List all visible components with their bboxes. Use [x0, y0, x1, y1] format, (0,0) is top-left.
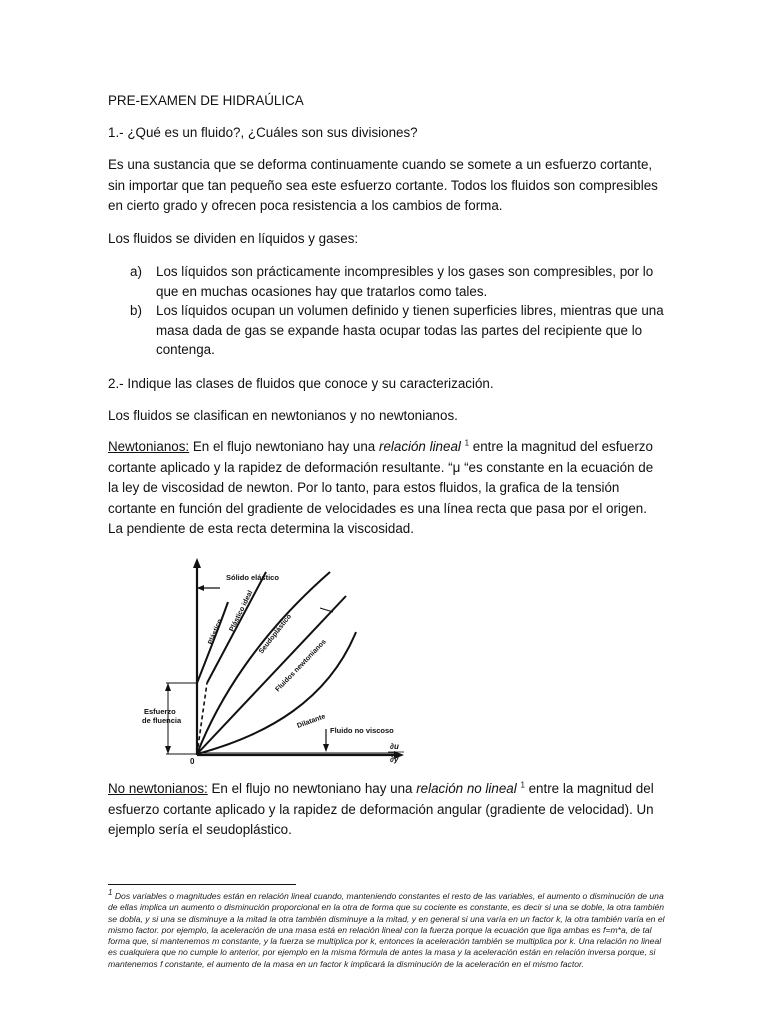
- newtonian-emphasis: relación lineal: [378, 439, 461, 454]
- newtonian-text-post: entre la magnitud del esfuerzo cortante aplicado y la rapidez de deformación resultante. “μ “es constante en la ecuación de la ley de viscosidad de newton. Por lo tanto, para estos fluidos, la grafica de la tensión cortante en función del gradiente de velocidades es una línea recta que pasa por el origen. La pendiente de esta recta determina la viscosidad.: [108, 439, 654, 536]
- label-plastic: Plástico: [207, 618, 224, 646]
- label-ideal-plastic: Plástico ideal: [228, 589, 255, 633]
- footnote-number: 1: [108, 888, 113, 898]
- rheology-diagram: [108, 550, 418, 768]
- newtonian-label: Newtonianos:: [108, 439, 190, 454]
- footnote-ref[interactable]: 1: [464, 438, 470, 448]
- non-newtonian-emphasis: relación no lineal: [416, 781, 517, 796]
- non-newtonian-label: No newtonianos:: [108, 781, 208, 796]
- answer-1-paragraph: Es una sustancia que se deforma continuamente cuando se somete a un esfuerzo cortante, sin importar que tan pequeño sea este esfuerzo cortante. Todos los fluidos son compresibles en cierto grado y ofrecen poca resistencia a los cambios de forma.: [108, 157, 658, 213]
- label-inviscid: Fluido no viscoso: [330, 726, 394, 735]
- non-newtonian-text-post: entre la magnitud del esfuerzo cortante aplicado y la rapidez de deformación angular (gradiente de velocidad). Un ejemplo sería el seudoplástico.: [108, 781, 654, 837]
- list-marker: b): [130, 303, 142, 319]
- label-yield-1: Esfuerzo: [144, 707, 176, 716]
- label-solid: Sólido elástico: [226, 573, 279, 582]
- division-list: [130, 262, 670, 360]
- inviscid-pointer-head: [323, 744, 329, 752]
- list-item-text: Los líquidos son prácticamente incompresibles y los gases son compresibles, por lo que en muchas ocasiones hay que tratarlos como tales.: [156, 264, 654, 299]
- x-label-denominator: ∂y: [390, 755, 399, 764]
- question-1: 1.- ¿Qué es un fluido?, ¿Cuáles son sus divisiones?: [108, 125, 418, 140]
- label-origin: 0: [190, 757, 195, 766]
- label-pseudoplastic: Seudoplástico: [258, 613, 294, 656]
- y-axis-arrow: [193, 558, 201, 568]
- answer-1-division-intro: Los fluidos se dividen en líquidos y gases:: [108, 231, 359, 246]
- newtonian-pointer: [320, 608, 333, 612]
- dilatant-curve: [197, 632, 356, 754]
- non-newtonian-text-pre: En el flujo no newtoniano hay una: [207, 781, 417, 796]
- answer-2-intro: Los fluidos se clasifican en newtonianos y no newtonianos.: [108, 408, 458, 423]
- footnote: [108, 888, 668, 970]
- list-item-text: Los líquidos ocupan un volumen definido y tienen superficies libres, mientras que una masa dada de gas se expande hasta ocupar todas las partes del recipiente que lo contenga.: [156, 303, 664, 358]
- label-yield-2: de fluencia: [142, 716, 182, 725]
- yield-arrow-top: [165, 683, 171, 691]
- list-item: [130, 262, 670, 301]
- non-newtonian-paragraph: [108, 779, 664, 841]
- x-label-numerator: ∂u: [390, 742, 399, 751]
- list-item: [130, 301, 670, 360]
- newtonian-text-pre: En el flujo newtoniano hay una: [189, 439, 379, 454]
- list-marker: a): [130, 264, 142, 279]
- footnote-ref[interactable]: 1: [520, 780, 525, 790]
- document-title: PRE-EXAMEN DE HIDRAÚLICA: [108, 93, 304, 108]
- question-2: 2.- Indique las clases de fluidos que conoce y su caracterización.: [108, 376, 494, 391]
- yield-arrow-bottom: [165, 746, 171, 754]
- label-dilatant: Dilatante: [296, 713, 327, 730]
- footnote-text: Dos variables o magnitudes están en relación lineal cuando, manteniendo constantes el resto de las variables, el aumento o disminución de una de ellas implica un aumento o disminución proporcional en la otra de forma que su cociente es constante, es decir si una se doble, la otra también se dobla, y si una se disminuye a la mitad la otra también disminuye a la mitad, y en general si una varía en un factor k, la otra también varía en el mismo factor. por ejemplo, la aceleración de una masa está en relación lineal con la fuerza porque la ecuación que liga ambas es f=m*a, de tal forma que, si mantenemos m constante, y la fuerza se multiplica por k, entonces la aceleración también se multiplica por k. Una relación no lineal es cualquiera que no cumple lo anterior, por ejemplo en la misma fórmula de antes la masa y la aceleración están en relación inversa porque, si mantenemos f constante, el aumento de la masa en un factor k implicará la disminución de la aceleración en el mismo factor.: [108, 891, 665, 969]
- newtonian-paragraph: [108, 437, 664, 540]
- label-newtonian: Fluidos newtonianos: [274, 638, 328, 694]
- footnote-separator: [108, 884, 296, 885]
